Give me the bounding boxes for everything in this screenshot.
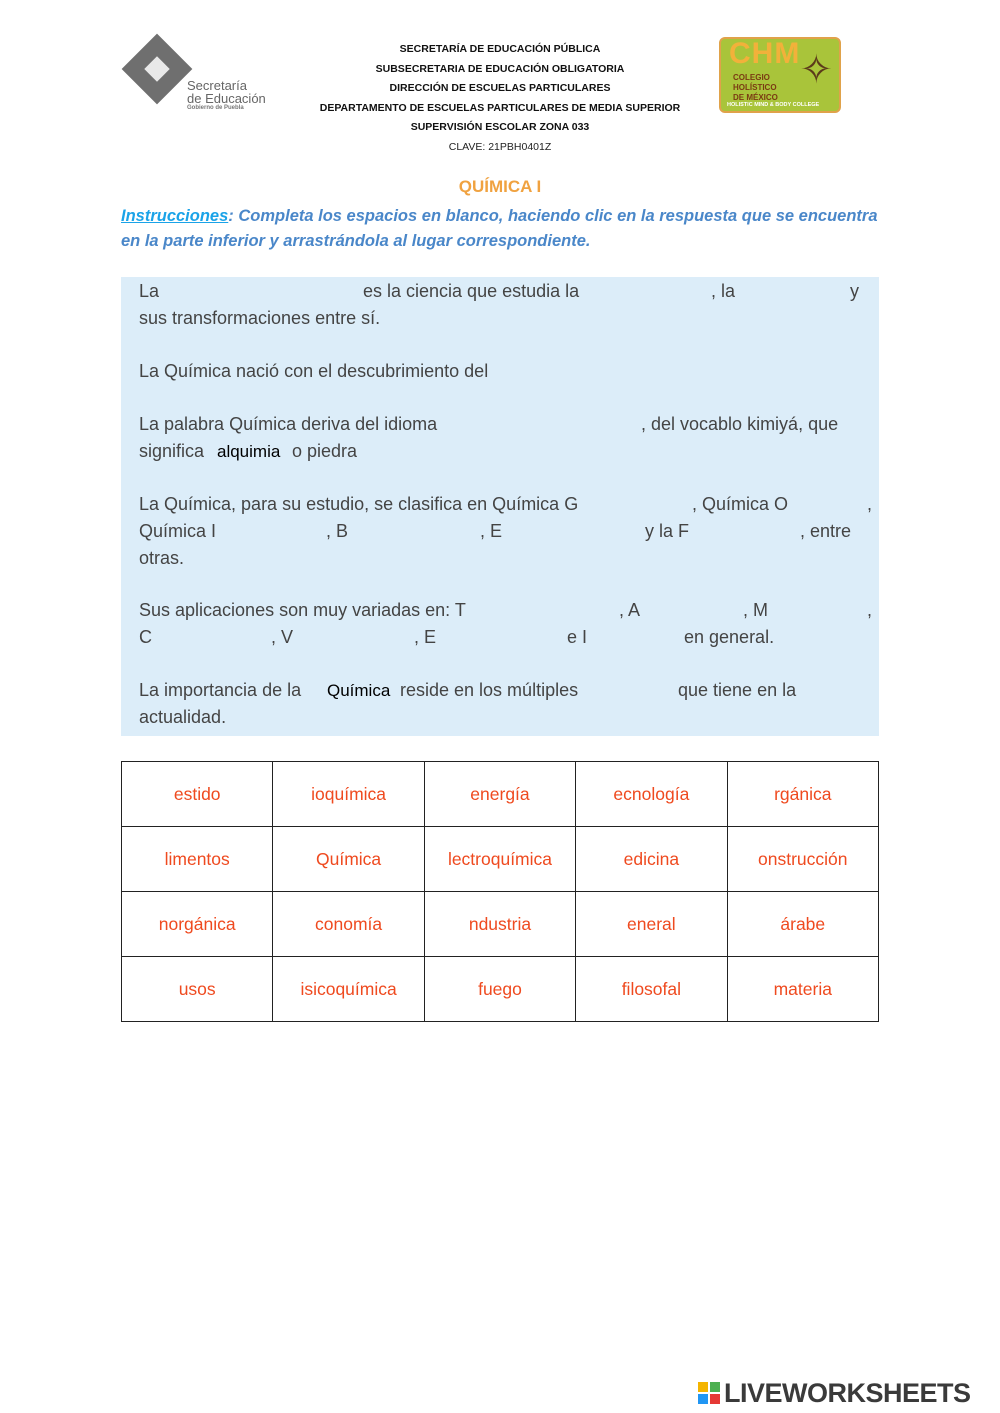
page-title: QUÍMICA I	[458, 177, 542, 196]
instructions-label: Instrucciones	[121, 207, 229, 225]
chm-logo-line1: COLEGIO	[733, 73, 770, 82]
answer-option[interactable]: fuego	[424, 957, 575, 1022]
chm-logo-line2: HOLÍSTICO	[733, 83, 777, 92]
instructions-text: : Completa los espacios en blanco, haciendo clic en la respuesta que se encuentra en la parte inferior y arrastrándola al lugar correspondiente.	[121, 207, 878, 250]
answer-option[interactable]: onstrucción	[727, 827, 878, 892]
passage-text: , M	[743, 600, 768, 620]
header-line: DEPARTAMENTO DE ESCUELAS PARTICULARES DE MEDIA SUPERIOR	[319, 101, 681, 114]
passage-text: , del vocablo kimiyá, que	[641, 414, 839, 434]
passage-text: La Química, para su estudio, se clasifica en Química G	[139, 494, 579, 514]
answer-option[interactable]: materia	[727, 957, 878, 1022]
passage-text: , B	[326, 521, 349, 541]
liveworksheets-logo	[698, 1378, 998, 1410]
table-row	[122, 762, 879, 827]
chm-logo-tagline: HOLISTIC MIND & BODY COLLEGE	[727, 102, 820, 108]
table-row	[122, 957, 879, 1022]
answer-option[interactable]: filosofal	[576, 957, 727, 1022]
passage-text: sus transformaciones entre sí.	[139, 308, 381, 328]
answer-bank	[121, 761, 879, 1022]
answer-option[interactable]: rgánica	[727, 762, 878, 827]
passage-text: y la F	[645, 521, 690, 541]
passage-text: La Química nació con el descubrimiento del	[139, 361, 489, 381]
passage-text: , E	[414, 627, 437, 647]
passage-text: ,	[867, 600, 873, 620]
passage-text: en general.	[684, 627, 775, 647]
answer-option[interactable]: conomía	[273, 892, 424, 957]
passage-text: significa	[139, 441, 205, 461]
chm-logo-line3: DE MÉXICO	[733, 93, 778, 102]
passage-text: Química I	[139, 521, 217, 541]
passage-text: es la ciencia que estudia la	[363, 281, 580, 301]
sep-logo	[122, 38, 272, 116]
passage-text: , Química O	[692, 494, 789, 514]
answer-option[interactable]: ioquímica	[273, 762, 424, 827]
answer-option[interactable]: ndustria	[424, 892, 575, 957]
answer-option[interactable]: árabe	[727, 892, 878, 957]
passage-text: , V	[271, 627, 294, 647]
passage-text: que tiene en la	[678, 680, 797, 700]
passage-text: y	[850, 281, 859, 301]
header-line: SUPERVISIÓN ESCOLAR ZONA 033	[410, 121, 590, 133]
passage-text: otras.	[139, 548, 185, 568]
instructions	[121, 204, 881, 253]
passage-text: , A	[619, 600, 641, 620]
passage-text: o piedra	[292, 441, 358, 461]
answer-option[interactable]: energía	[424, 762, 575, 827]
header-line: SUBSECRETARIA DE EDUCACIÓN OBLIGATORIA	[375, 62, 625, 75]
sep-emblem-icon	[122, 34, 193, 105]
sep-logo-line1: Secretaría	[187, 78, 247, 93]
passage-text: Química	[327, 681, 391, 700]
fill-in-passage	[121, 277, 879, 736]
passage-text: alquimia	[217, 442, 281, 461]
passage-text: actualidad.	[139, 707, 227, 727]
sep-logo-line3: Gobierno de Puebla	[187, 105, 244, 111]
answer-option[interactable]: norgánica	[122, 892, 273, 957]
answer-option[interactable]: limentos	[122, 827, 273, 892]
passage-text: La palabra Química deriva del idioma	[139, 414, 438, 434]
answer-option[interactable]: edicina	[576, 827, 727, 892]
table-row	[122, 892, 879, 957]
header-line: DIRECCIÓN DE ESCUELAS PARTICULARES	[389, 82, 611, 94]
passage-text: reside en los múltiples	[400, 680, 579, 700]
passage-text: C	[139, 627, 152, 647]
liveworksheets-brand: LIVEWORKSHEETS	[724, 1378, 971, 1408]
chm-logo-initials: CHM	[729, 37, 801, 70]
school-key: CLAVE: 21PBH0401Z	[448, 140, 552, 153]
institution-header	[290, 40, 710, 157]
answer-option[interactable]: Química	[273, 827, 424, 892]
passage-text: La	[139, 281, 160, 301]
answer-option[interactable]: lectroquímica	[424, 827, 575, 892]
answer-option[interactable]: ecnología	[576, 762, 727, 827]
liveworksheets-icon	[698, 1382, 720, 1404]
eagle-icon: ✧	[799, 48, 833, 92]
passage-text: ,	[867, 494, 873, 514]
passage-text: , la	[711, 281, 736, 301]
passage-text: La importancia de la	[139, 680, 302, 700]
passage-text: , entre	[800, 521, 852, 541]
table-row	[122, 827, 879, 892]
answer-option[interactable]: usos	[122, 957, 273, 1022]
passage-text: , E	[480, 521, 503, 541]
sep-logo-line2: de Educación	[187, 91, 266, 106]
chm-logo	[719, 37, 841, 113]
passage-text: e I	[567, 627, 588, 647]
answer-option[interactable]: isicoquímica	[273, 957, 424, 1022]
passage-text: Sus aplicaciones son muy variadas en: T	[139, 600, 466, 620]
header-line: SECRETARÍA DE EDUCACIÓN PÚBLICA	[399, 43, 601, 55]
answer-option[interactable]: estido	[122, 762, 273, 827]
answer-option[interactable]: eneral	[576, 892, 727, 957]
